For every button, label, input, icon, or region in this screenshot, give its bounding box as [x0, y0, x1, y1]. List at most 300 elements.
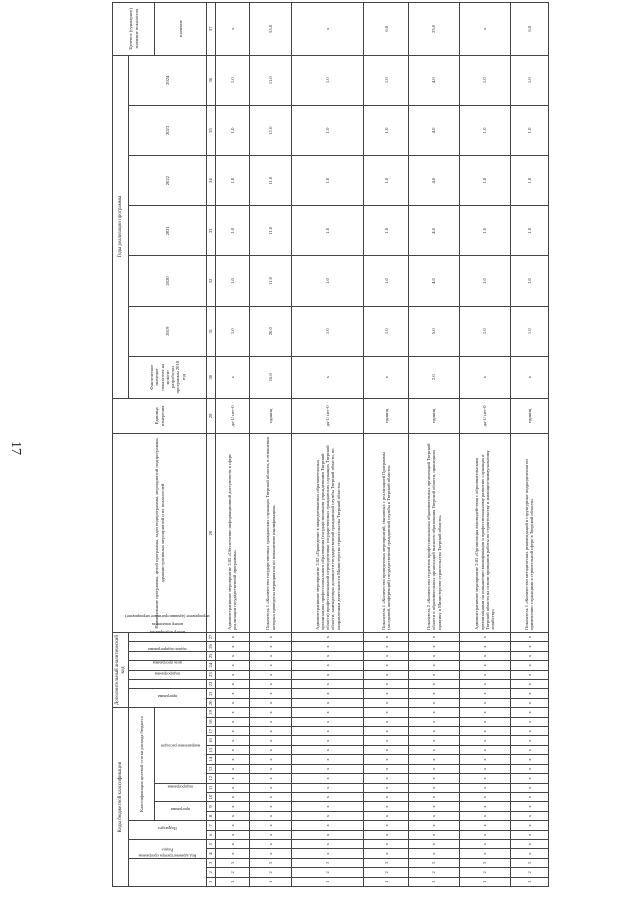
code-cell: x — [216, 642, 250, 651]
row-year-value: 1.0 — [459, 105, 510, 155]
header-year-2020: 2020 — [129, 256, 207, 306]
code-cell: x — [364, 745, 409, 754]
code-cell: x — [292, 717, 364, 726]
code-cell: x — [364, 661, 409, 670]
code-cell: 2 — [216, 868, 250, 877]
code-cell: x — [364, 679, 409, 688]
row-unit: да-1/ нет-0 — [216, 398, 250, 434]
code-cell: x — [249, 670, 291, 679]
row-name: Показатель 1 «Количество проведенных мероприятий, связанных с реализацией Программы (заседаний, конференций) государственной гражданской службы в Тверской области» — [364, 434, 409, 633]
header-year-2023: 2023 — [129, 105, 207, 155]
code-cell: x — [459, 689, 510, 698]
code-cell: x — [459, 839, 510, 848]
code-cell: x — [216, 679, 250, 688]
code-cell: x — [459, 821, 510, 830]
code-cell: x — [408, 632, 459, 641]
row-year-value: 1.0 — [216, 105, 250, 155]
page-number: 17 — [8, 441, 23, 455]
column-number: 26 — [207, 642, 216, 651]
code-cell: x — [249, 661, 291, 670]
code-cell: x — [408, 764, 459, 773]
code-cell: x — [216, 698, 250, 707]
code-cell: 1 — [510, 877, 548, 886]
code-cell: x — [510, 792, 548, 801]
column-number: 14 — [207, 755, 216, 764]
code-cell: 2 — [408, 868, 459, 877]
document-table-sheet — [112, 2, 549, 887]
header-section: Раздел — [129, 839, 207, 858]
code-cell: x — [216, 651, 250, 660]
column-number: 30 — [207, 356, 216, 398]
code-cell: x — [459, 698, 510, 707]
code-cell: 3 — [459, 858, 510, 867]
code-cell: x — [510, 670, 548, 679]
code-cell: 3 — [408, 858, 459, 867]
header-year-2019: 2019 — [129, 306, 207, 356]
row-year-value: 4.0 — [408, 156, 459, 206]
row-fact-2018: 2.0 — [408, 356, 459, 398]
header-fact-2018: Фактическое значение показателя на момент разработки программы 2018 год — [129, 356, 207, 398]
table-row — [408, 3, 459, 887]
code-cell: x — [249, 783, 291, 792]
code-cell: x — [249, 651, 291, 660]
code-cell: x — [292, 745, 364, 754]
code-cell: x — [292, 642, 364, 651]
header-admin-program-code: Код администратора программы — [129, 858, 207, 886]
code-cell: x — [249, 802, 291, 811]
row-year-value: 20.0 — [249, 306, 291, 356]
table-row — [292, 3, 364, 887]
table-row — [249, 3, 291, 887]
code-cell: x — [364, 792, 409, 801]
code-cell: x — [216, 830, 250, 839]
header-admin-code: Дополнительный аналитический код — [113, 632, 129, 707]
header-event-number: номер мероприятия — [129, 642, 207, 651]
row-year-value: 4.0 — [408, 206, 459, 256]
code-cell: x — [216, 783, 250, 792]
column-number: 9 — [207, 802, 216, 811]
row-year-value: 1.0 — [292, 156, 364, 206]
column-number: 5 — [207, 839, 216, 848]
code-cell: 2 — [364, 868, 409, 877]
row-unit: да-1/ нет-0 — [292, 398, 364, 434]
row-year-value: 11.0 — [249, 206, 291, 256]
code-cell: x — [216, 745, 250, 754]
column-number: 25 — [207, 651, 216, 660]
code-cell: x — [216, 839, 250, 848]
code-cell: x — [459, 736, 510, 745]
table-row — [459, 3, 510, 887]
code-cell: x — [408, 717, 459, 726]
row-year-value: 1.0 — [510, 105, 548, 155]
code-cell: x — [364, 727, 409, 736]
code-cell: x — [364, 802, 409, 811]
code-cell: x — [249, 698, 291, 707]
code-cell: x — [249, 717, 291, 726]
column-number: 12 — [207, 774, 216, 783]
code-cell: 1 — [216, 877, 250, 886]
row-year-value: 4.0 — [408, 105, 459, 155]
code-cell: x — [459, 651, 510, 660]
row-year-value: 1.0 — [292, 105, 364, 155]
code-cell: x — [249, 792, 291, 801]
row-year-value: 1.0 — [459, 256, 510, 306]
row-year-value: 1.0 — [216, 206, 250, 256]
header-program: программа — [155, 802, 207, 821]
row-year-value: 1.0 — [459, 55, 510, 105]
code-cell: x — [292, 736, 364, 745]
code-cell: x — [249, 727, 291, 736]
code-cell: x — [510, 651, 548, 660]
code-cell: x — [459, 745, 510, 754]
code-cell: x — [459, 849, 510, 858]
code-cell: x — [459, 830, 510, 839]
code-cell: x — [408, 745, 459, 754]
header-direction: направление расходов — [155, 708, 207, 783]
column-number: 35 — [207, 105, 216, 155]
code-cell: x — [510, 802, 548, 811]
row-year-value: 4.0 — [408, 55, 459, 105]
code-cell: x — [364, 670, 409, 679]
code-cell: 1 — [408, 877, 459, 886]
row-year-value: 1.0 — [364, 206, 409, 256]
header-indicator-number: номер показателя — [129, 632, 207, 641]
code-cell: x — [510, 642, 548, 651]
column-number: 10 — [207, 792, 216, 801]
row-fact-2018: x — [216, 356, 250, 398]
row-unit: единиц — [249, 398, 291, 434]
code-cell: x — [292, 679, 364, 688]
code-cell: x — [292, 849, 364, 858]
code-cell: x — [364, 632, 409, 641]
code-cell: x — [510, 727, 548, 736]
code-cell: x — [249, 745, 291, 754]
code-cell: x — [216, 792, 250, 801]
code-cell: x — [216, 632, 250, 641]
row-target: x — [292, 3, 364, 56]
code-cell: x — [249, 839, 291, 848]
row-year-value: 1.0 — [510, 156, 548, 206]
code-cell: x — [216, 802, 250, 811]
code-cell: x — [216, 755, 250, 764]
code-cell: 3 — [510, 858, 548, 867]
code-cell: x — [408, 642, 459, 651]
row-name: Показатель 2 «Количество студентов профессиональных образовательных организаций Тверской области и образовательных организаций высшего образования Тверской области, прошедших практику в Министерстве строительства Тверской области» — [408, 434, 459, 633]
row-year-value: 1.0 — [364, 105, 409, 155]
row-year-value: 1.0 — [292, 306, 364, 356]
code-cell: x — [292, 651, 364, 660]
header-target: Целевое (суммарное) значение показателя — [113, 3, 155, 56]
header-program-goal: цель программы — [129, 670, 207, 679]
column-number: 21 — [207, 689, 216, 698]
code-cell: x — [408, 774, 459, 783]
row-year-value: 1.0 — [459, 156, 510, 206]
code-cell: 1 — [364, 877, 409, 886]
row-target: x — [459, 3, 510, 56]
code-cell: x — [292, 764, 364, 773]
code-cell: x — [364, 755, 409, 764]
row-year-value: 11.0 — [249, 105, 291, 155]
code-cell: x — [510, 755, 548, 764]
code-cell: x — [408, 708, 459, 718]
code-cell: 1 — [459, 877, 510, 886]
code-cell: x — [408, 651, 459, 660]
column-number: 11 — [207, 783, 216, 792]
code-cell: x — [364, 821, 409, 830]
code-cell: x — [408, 679, 459, 688]
code-cell: x — [249, 774, 291, 783]
code-cell: x — [510, 679, 548, 688]
code-cell: x — [510, 811, 548, 820]
code-cell: x — [216, 764, 250, 773]
code-cell: 3 — [364, 858, 409, 867]
code-cell: x — [459, 774, 510, 783]
code-cell: x — [216, 727, 250, 736]
row-year-value: 1.0 — [292, 256, 364, 306]
column-number: 7 — [207, 821, 216, 830]
code-cell: x — [364, 708, 409, 718]
code-cell: 2 — [249, 868, 291, 877]
column-number: 36 — [207, 55, 216, 105]
header-name: Наименование программы, целей программы, задач подпрограммы, мероприятий подпрограммы, административных мероприятий и их показателей — [113, 434, 207, 633]
row-target: 55.0 — [249, 3, 291, 56]
row-fact-2018: x — [459, 356, 510, 398]
code-cell: x — [249, 821, 291, 830]
column-number: 37 — [207, 3, 216, 56]
row-year-value: 11.0 — [249, 256, 291, 306]
row-year-value: 1.0 — [216, 55, 250, 105]
row-name: Административное мероприятие 2.03 «Организация взаимодействия с образовательными организациями по повышению квалификации и профессиональному развитию служащих в Тверской области на основе принципов работы по строительству и жилищно-коммунальному хозяйству» — [459, 434, 510, 633]
code-cell: x — [249, 736, 291, 745]
code-cell: 2 — [510, 868, 548, 877]
code-cell: x — [459, 792, 510, 801]
row-year-value: 1.0 — [292, 55, 364, 105]
code-cell: x — [408, 839, 459, 848]
column-number: 8 — [207, 811, 216, 820]
program-indicators-table — [112, 2, 549, 887]
header-year-2021: 2021 — [129, 206, 207, 256]
code-cell: x — [216, 708, 250, 718]
column-number: 24 — [207, 661, 216, 670]
row-target: x — [216, 3, 250, 56]
code-cell: x — [364, 642, 409, 651]
code-cell: x — [364, 717, 409, 726]
column-number: 31 — [207, 306, 216, 356]
code-cell: x — [292, 670, 364, 679]
code-cell: x — [510, 783, 548, 792]
code-cell: x — [249, 764, 291, 773]
row-fact-2018: 16.0 — [249, 356, 291, 398]
column-number: 28 — [207, 434, 216, 633]
row-year-value: 1.0 — [216, 156, 250, 206]
code-cell: x — [216, 811, 250, 820]
row-fact-2018: x — [292, 356, 364, 398]
code-cell: x — [510, 736, 548, 745]
code-cell: x — [216, 736, 250, 745]
code-cell: x — [459, 727, 510, 736]
row-year-value: 1.0 — [510, 306, 548, 356]
row-name: Административное мероприятие 2.02 «Проведение в аккредитованных образовательных организациях профессионального образования (государственными учреждениями Тверской области) профессиональной переподготовки государственных гражданских служащих Тверской области, замещающих должности государственной гражданской службы Тверской области, по направлениям деятельности Министерства строительства Тверской области» — [292, 434, 364, 633]
code-cell: x — [364, 774, 409, 783]
row-year-value: 1.0 — [216, 256, 250, 306]
header-subsection: Подраздел — [129, 821, 207, 840]
code-cell: 3 — [292, 858, 364, 867]
row-year-value: 1.0 — [459, 206, 510, 256]
column-number: 34 — [207, 156, 216, 206]
code-cell: x — [408, 792, 459, 801]
column-number: 17 — [207, 727, 216, 736]
table-row — [216, 3, 250, 887]
column-number: 32 — [207, 256, 216, 306]
code-cell: x — [510, 821, 548, 830]
header-subprogram: подпрограмма — [155, 783, 207, 802]
code-cell: x — [510, 689, 548, 698]
row-unit: единиц — [510, 398, 548, 434]
code-cell: 2 — [459, 868, 510, 877]
code-cell: x — [216, 774, 250, 783]
header-subprogram-task: задача подпрограммы — [129, 661, 207, 670]
code-cell: x — [249, 689, 291, 698]
code-cell: x — [459, 708, 510, 718]
code-cell: x — [459, 661, 510, 670]
row-year-value: 1.0 — [459, 306, 510, 356]
row-year-value: 1.0 — [292, 206, 364, 256]
code-cell: x — [408, 802, 459, 811]
code-cell: x — [292, 830, 364, 839]
column-number-row — [207, 3, 216, 887]
column-number: 19 — [207, 708, 216, 718]
row-unit: единиц — [408, 398, 459, 434]
row-year-value: 1.0 — [216, 306, 250, 356]
row-year-value: 11.0 — [249, 55, 291, 105]
code-cell: x — [249, 679, 291, 688]
column-number: 18 — [207, 717, 216, 726]
row-year-value: 1.0 — [510, 256, 548, 306]
header-year-2022: 2022 — [129, 156, 207, 206]
code-cell: x — [249, 708, 291, 718]
code-cell: x — [364, 783, 409, 792]
code-cell: x — [510, 708, 548, 718]
code-cell: x — [364, 811, 409, 820]
code-cell: x — [459, 802, 510, 811]
header-budget-codes: Коды бюджетной классификации — [113, 708, 129, 887]
table-row — [364, 3, 409, 887]
code-cell: x — [408, 821, 459, 830]
code-cell: x — [216, 821, 250, 830]
code-cell: 1 — [292, 877, 364, 886]
row-year-value: 1.0 — [364, 156, 409, 206]
row-name: Показатель 1 «Количество государственных гражданских служащих Тверской области, в отношении которых проведены мероприятия по повышению квалификации» — [249, 434, 291, 633]
column-number: 29 — [207, 398, 216, 434]
row-name: Административное мероприятие 2.05 «Обеспечение информационной доступности в сфере реализации государственной программы» — [216, 434, 250, 633]
code-cell: x — [459, 679, 510, 688]
code-cell: x — [249, 849, 291, 858]
code-cell: x — [408, 783, 459, 792]
row-year-value: 1.0 — [510, 206, 548, 256]
column-number: 6 — [207, 830, 216, 839]
code-cell: x — [292, 632, 364, 641]
row-year-value: 5.0 — [408, 306, 459, 356]
code-cell: x — [249, 632, 291, 641]
code-cell: x — [510, 717, 548, 726]
code-cell: x — [408, 689, 459, 698]
column-number: 4 — [207, 849, 216, 858]
column-number: 33 — [207, 206, 216, 256]
code-cell: x — [408, 736, 459, 745]
code-cell: x — [510, 839, 548, 848]
code-cell: x — [364, 736, 409, 745]
code-cell: x — [510, 698, 548, 707]
code-cell: x — [364, 689, 409, 698]
table-row — [510, 3, 548, 887]
header-unit: Единица измерения — [113, 398, 207, 434]
code-cell: x — [292, 774, 364, 783]
row-year-value: 11.0 — [249, 156, 291, 206]
code-cell: x — [292, 811, 364, 820]
code-cell: x — [408, 661, 459, 670]
code-cell: x — [216, 661, 250, 670]
code-cell: x — [459, 632, 510, 641]
code-cell: x — [408, 849, 459, 858]
column-number: 16 — [207, 736, 216, 745]
row-year-value: 1.0 — [510, 55, 548, 105]
row-fact-2018: x — [510, 356, 548, 398]
column-number: 22 — [207, 679, 216, 688]
header-year-2024: 2024 — [129, 55, 207, 105]
row-target: 25.0 — [408, 3, 459, 56]
code-cell: x — [216, 717, 250, 726]
column-number: 20 — [207, 698, 216, 707]
column-number: 3 — [207, 858, 216, 867]
header-event-admin: мероприятие (административное мероприятие) — [129, 651, 207, 660]
code-cell: 2 — [292, 868, 364, 877]
code-cell: x — [459, 783, 510, 792]
code-cell: x — [292, 783, 364, 792]
code-cell: x — [510, 661, 548, 670]
code-cell: x — [249, 830, 291, 839]
code-cell: x — [292, 792, 364, 801]
code-cell: x — [510, 849, 548, 858]
code-cell: x — [408, 811, 459, 820]
row-target: 6.0 — [364, 3, 409, 56]
row-name: Показатель 1 «Количество методических рекомендаций в структурные подразделения по применению служащими в строительной сфере в Тверской области» — [510, 434, 548, 633]
header-subprogram-d: подпрограмма — [129, 679, 207, 688]
code-cell: x — [408, 698, 459, 707]
code-cell: x — [408, 727, 459, 736]
column-number: 13 — [207, 764, 216, 773]
code-cell: x — [510, 830, 548, 839]
code-cell: x — [292, 708, 364, 718]
header-program-d: программа — [129, 689, 207, 708]
code-cell: x — [292, 727, 364, 736]
row-unit: единиц — [364, 398, 409, 434]
code-cell: x — [292, 689, 364, 698]
header-years-group: Годы реализации программы — [113, 55, 129, 398]
row-year-value: 4.0 — [408, 256, 459, 306]
code-cell: 3 — [216, 858, 250, 867]
code-cell: x — [292, 661, 364, 670]
code-cell: x — [364, 830, 409, 839]
header-expense-classification: Классификация целевой статьи расхода бюджета — [129, 708, 155, 821]
code-cell: x — [459, 717, 510, 726]
code-cell: 1 — [249, 877, 291, 886]
code-cell: 3 — [249, 858, 291, 867]
code-cell: x — [459, 764, 510, 773]
code-cell: x — [292, 755, 364, 764]
code-cell: x — [292, 698, 364, 707]
code-cell: x — [408, 755, 459, 764]
code-cell: x — [459, 755, 510, 764]
